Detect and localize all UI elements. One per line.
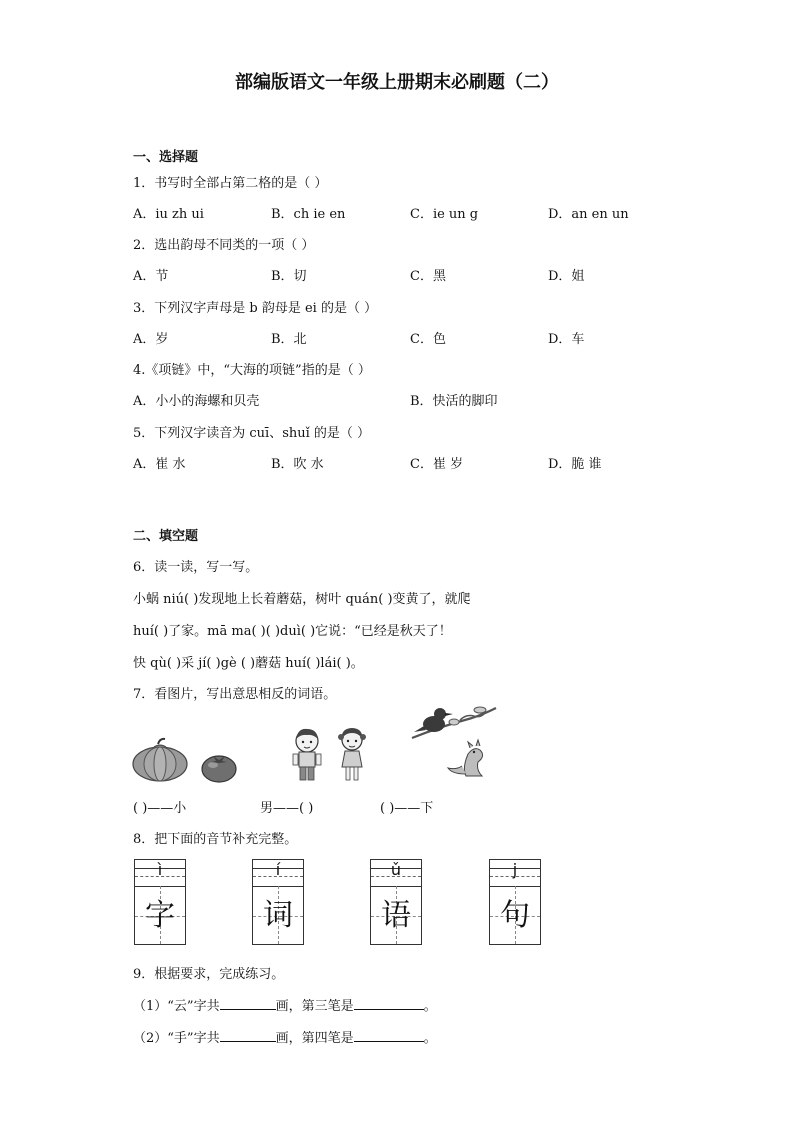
question-3-stem: 3．下列汉字声母是 b 韵母是 ei 的是（ ） bbox=[133, 301, 378, 316]
girl-illustration bbox=[336, 727, 368, 784]
pumpkin-illustration bbox=[130, 738, 190, 784]
boy-illustration bbox=[290, 728, 324, 784]
question-3-option-a[interactable]: A．岁 bbox=[133, 332, 169, 347]
q9-item2-part-a: （2）“手”字共 bbox=[133, 1031, 220, 1046]
question-7-answer-3[interactable]: ( )——下 bbox=[380, 801, 434, 816]
question-6-stem: 6．读一读，写一写。 bbox=[133, 560, 259, 575]
question-2-option-a[interactable]: A．节 bbox=[133, 269, 169, 284]
question-2-option-c[interactable]: C．黑 bbox=[410, 269, 446, 284]
question-9-item-2 bbox=[133, 1027, 437, 1046]
question-7-stem: 7．看图片，写出意思相反的词语。 bbox=[133, 687, 337, 702]
question-6-line-2[interactable]: huí( )了家。mā ma( )( )duì( )它说：“已经是秋天了！ bbox=[133, 624, 452, 639]
pinyin-tone-4: j bbox=[512, 860, 518, 879]
question-1-option-c[interactable]: C．ie un g bbox=[410, 207, 479, 222]
pinyin-tone-3: ǔ bbox=[390, 860, 402, 879]
small-fruit-illustration bbox=[199, 750, 239, 784]
question-7-answer-1[interactable]: ( )——小 bbox=[133, 801, 187, 816]
pinyin-writing-box-4[interactable] bbox=[489, 859, 541, 945]
q9-item2-blank-1[interactable] bbox=[220, 1029, 276, 1042]
q9-item1-blank-2[interactable] bbox=[354, 997, 424, 1010]
question-3-option-d[interactable]: D．车 bbox=[548, 332, 585, 347]
question-9-item-1 bbox=[133, 995, 437, 1014]
q9-item1-blank-1[interactable] bbox=[220, 997, 276, 1010]
question-4-option-b[interactable]: B．快活的脚印 bbox=[410, 394, 498, 409]
q9-item1-part-a: （1）“云”字共 bbox=[133, 999, 220, 1014]
question-4-option-a[interactable]: A．小小的海螺和贝壳 bbox=[133, 394, 260, 409]
q9-item1-part-c: 。 bbox=[423, 999, 437, 1014]
question-7-answer-2[interactable]: 男——( ) bbox=[260, 801, 314, 816]
question-5-option-a[interactable]: A．崔 水 bbox=[133, 457, 186, 472]
q9-item2-part-c: 。 bbox=[423, 1031, 437, 1046]
hanzi-3: 语 bbox=[381, 898, 411, 933]
pinyin-tone-2: í bbox=[275, 860, 281, 879]
question-3-option-c[interactable]: C．色 bbox=[410, 332, 446, 347]
question-4-stem: 4.《项链》中，“大海的项链”指的是（ ） bbox=[133, 363, 371, 378]
pinyin-writing-box-3[interactable] bbox=[370, 859, 422, 945]
hanzi-2: 词 bbox=[263, 898, 293, 933]
pinyin-tone-1: ì bbox=[157, 860, 163, 879]
question-2-option-d[interactable]: D．姐 bbox=[548, 269, 585, 284]
question-6-line-3[interactable]: 快 qù( )采 jí( )gè ( )蘑菇 huí( )lái( )。 bbox=[133, 656, 364, 671]
question-1-option-b[interactable]: B．ch ie en bbox=[271, 207, 346, 222]
question-8-stem: 8．把下面的音节补充完整。 bbox=[133, 832, 298, 847]
question-9-stem: 9．根据要求，完成练习。 bbox=[133, 967, 285, 982]
q9-item1-part-b: 画，第三笔是 bbox=[275, 999, 354, 1014]
question-2-stem: 2．选出韵母不同类的一项（ ） bbox=[133, 238, 315, 253]
q9-item2-blank-2[interactable] bbox=[354, 1029, 424, 1042]
page-title: 部编版语文一年级上册期末必刷题（二） bbox=[235, 72, 559, 93]
question-1-stem: 1．书写时全部占第二格的是（ ） bbox=[133, 176, 328, 191]
pinyin-writing-box-2[interactable] bbox=[252, 859, 304, 945]
crow-and-fox-illustration bbox=[410, 702, 498, 784]
section-heading-fill: 二、填空题 bbox=[133, 529, 199, 544]
question-1-option-d[interactable]: D．an en un bbox=[548, 207, 629, 222]
question-1-option-a[interactable]: A．iu zh ui bbox=[133, 207, 204, 222]
question-5-option-b[interactable]: B．吹 水 bbox=[271, 457, 324, 472]
hanzi-4: 句 bbox=[500, 898, 530, 933]
pinyin-writing-box-1[interactable] bbox=[134, 859, 186, 945]
question-5-option-c[interactable]: C．崔 岁 bbox=[410, 457, 464, 472]
question-2-option-b[interactable]: B．切 bbox=[271, 269, 307, 284]
question-5-stem: 5．下列汉字读音为 cuī、shuǐ 的是（ ） bbox=[133, 426, 371, 441]
q9-item2-part-b: 画，第四笔是 bbox=[275, 1031, 354, 1046]
question-5-option-d[interactable]: D．脆 谁 bbox=[548, 457, 602, 472]
section-heading-choice: 一、选择题 bbox=[133, 150, 199, 165]
question-3-option-b[interactable]: B．北 bbox=[271, 332, 307, 347]
hanzi-1: 字 bbox=[145, 898, 175, 933]
question-6-line-1[interactable]: 小蜗 niú( )发现地上长着蘑菇，树叶 quán( )变黄了，就爬 bbox=[133, 592, 471, 607]
